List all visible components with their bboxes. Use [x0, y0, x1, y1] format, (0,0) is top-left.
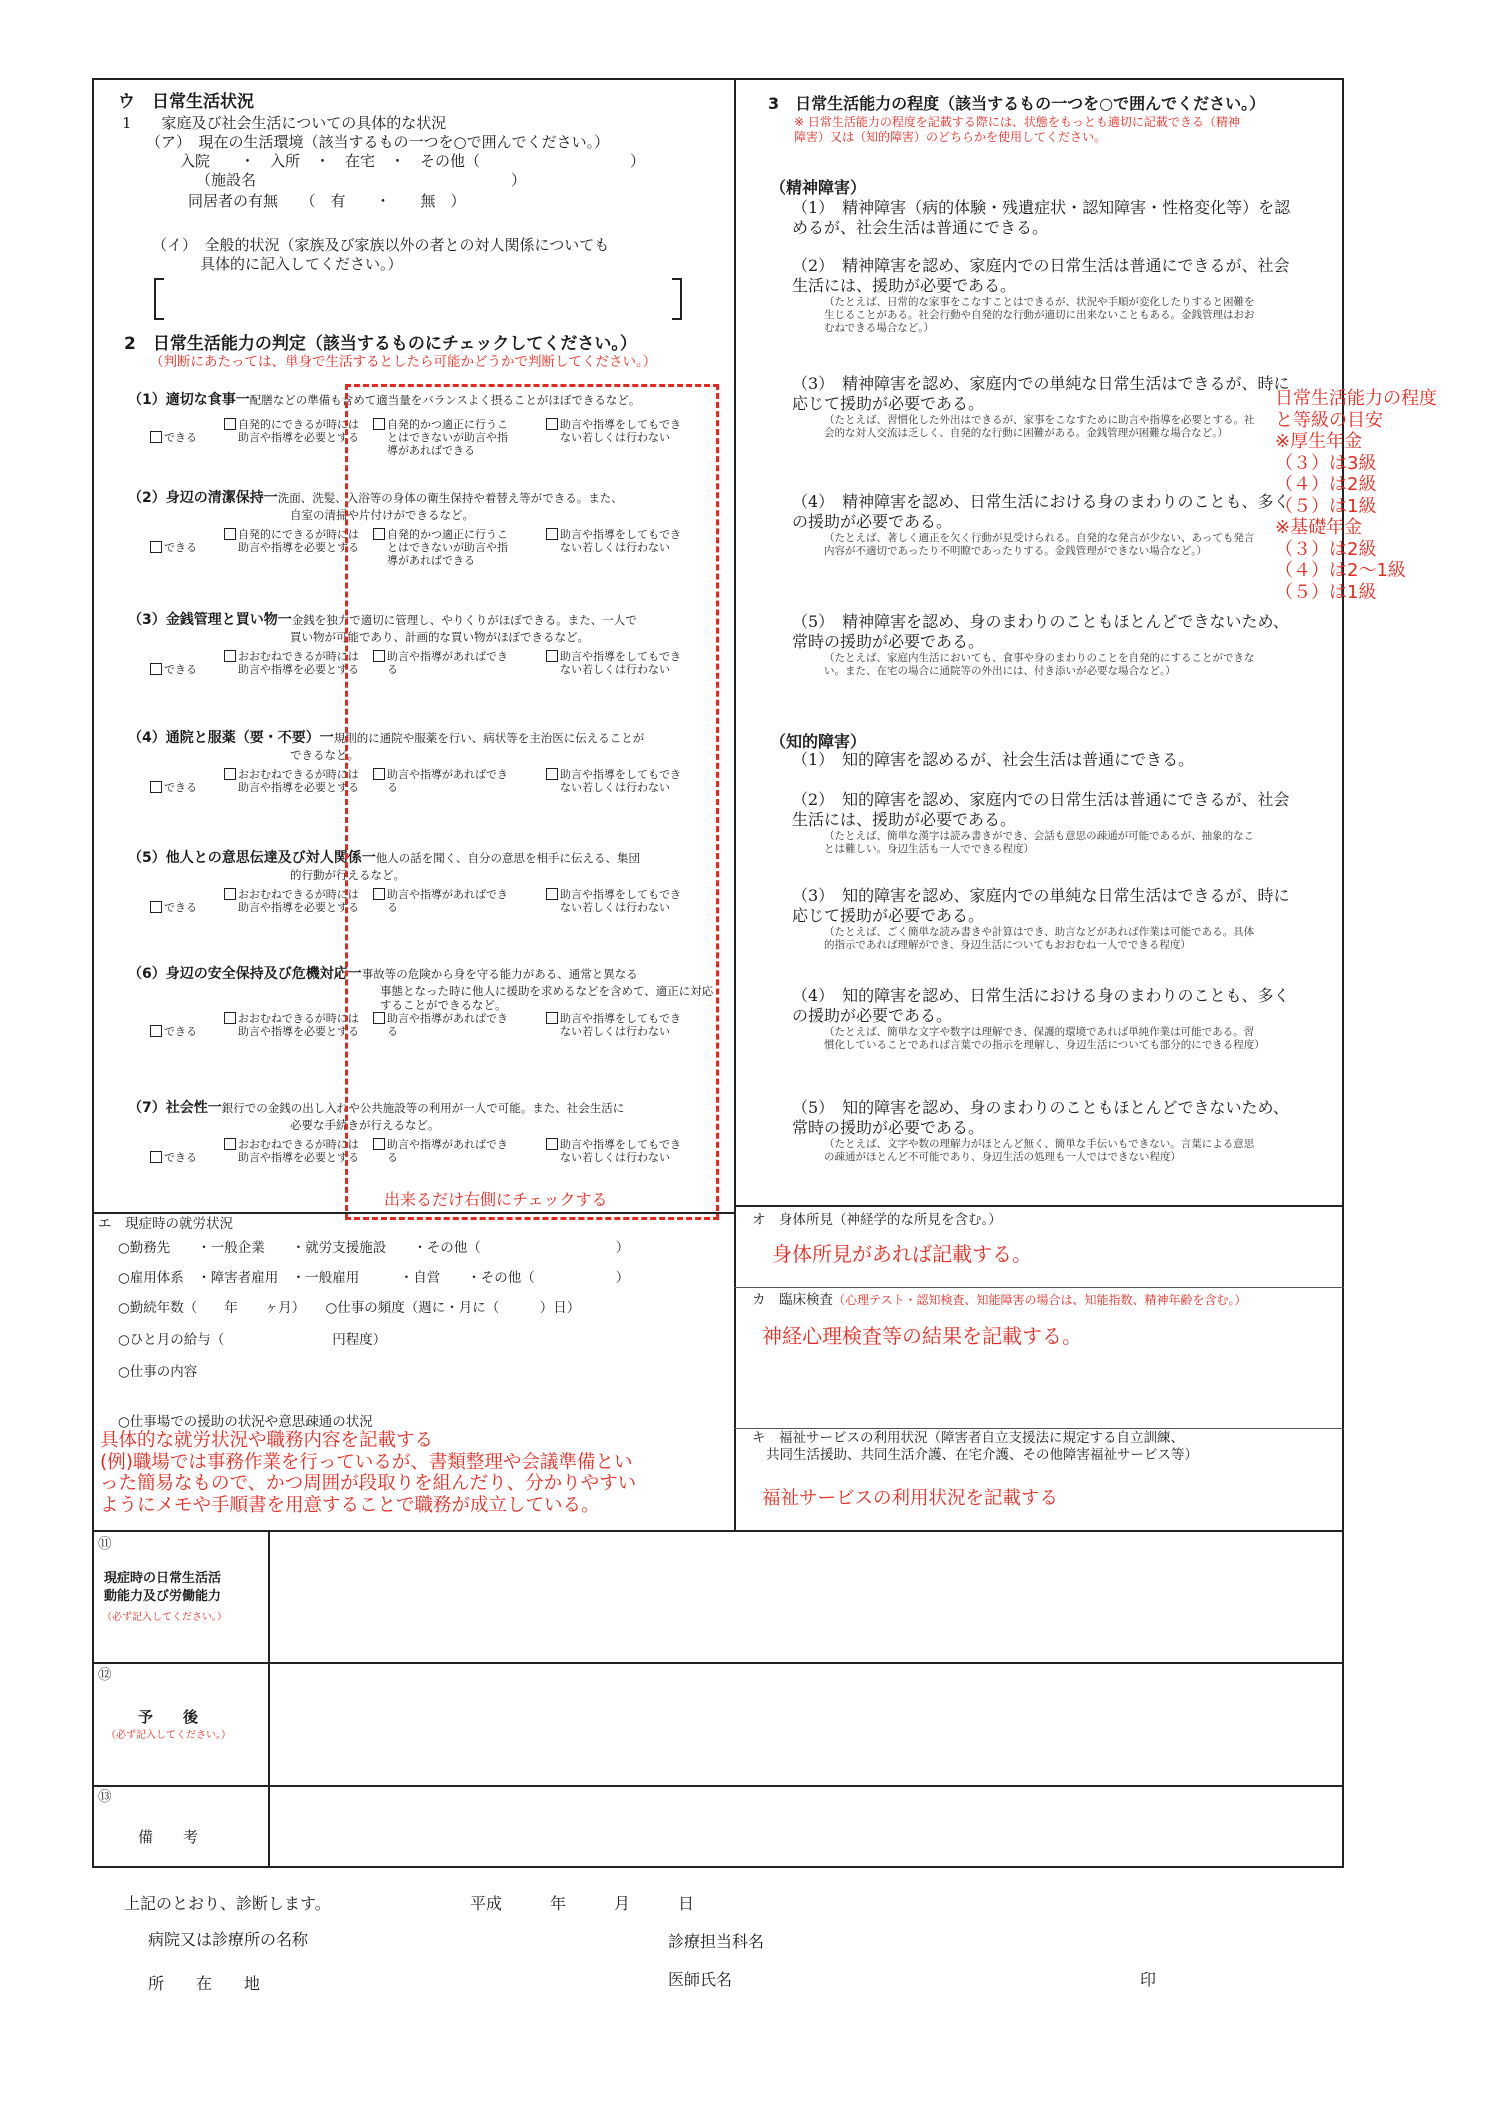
level-note: （たとえば、家庭内生活においても、食事や身のまわりのことを自発的にすることができない。また、在宅の場合に通院等の外出には、付き添いが必要な場合など。）	[824, 652, 1255, 677]
b13-number: ⑬	[98, 1789, 112, 1805]
ability-option-label: 自発的かつ適正に行うことはできないが助言や指導があればできる	[387, 528, 508, 567]
ability-option-label: おおむねできるが時には助言や指導を必要とする	[238, 1138, 359, 1164]
s1-b-question-2: 具体的に記入してください。）	[200, 255, 403, 273]
footer-hospital-name: 病院又は診療所の名称	[148, 1930, 309, 1949]
intel-level-4[interactable]	[792, 986, 1292, 1052]
ability-option-label: できる	[164, 541, 197, 554]
level-text: （3） 知的障害を認め、家庭内での単純な日常生活はできるが、時に応じて援助が必要である。	[792, 886, 1290, 925]
s1-a-facility: （施設名 ）	[196, 171, 527, 189]
clinical-test-note: 神経心理検査等の結果を記載する。	[762, 1324, 1082, 1348]
s1-b-question: （イ） 全般的状況（家族及び家族以外の者との対人関係についても	[152, 236, 610, 254]
ability-option-label: 自発的にできるが時には助言や指導を必要とする	[238, 418, 359, 444]
ability-option-1[interactable]	[150, 781, 220, 795]
side-note-line: と等級の目安	[1275, 409, 1383, 431]
level-text: （5） 知的障害を認め、身のまわりのこともほとんどできないため、常時の援助が必要である。	[792, 1098, 1289, 1137]
b11-label-2: 動能力及び労働能力	[104, 1589, 222, 1604]
ability-option-label: できる	[164, 1151, 197, 1164]
side-note-line: （３）は3級	[1275, 452, 1377, 474]
b12-number: ⑫	[98, 1667, 112, 1683]
b11-note: （必ず記入してください。）	[102, 1612, 227, 1623]
b11-input[interactable]	[272, 1534, 1338, 1658]
ability-item-desc: 金銭を独力で適切に管理し、やりくりがほぼできる。また、一人で	[291, 613, 637, 627]
mental-title: （精神障害）	[770, 178, 867, 197]
work-support[interactable]: ○仕事場での援助の状況や意思疎通の状況	[118, 1414, 373, 1430]
ability-item-desc: 他人の話を聞く、自分の意思を相手に伝える、集団	[375, 851, 641, 865]
ability-option-label: 助言や指導があればできる	[387, 1012, 508, 1038]
level-note: （たとえば、習慣化した外出はできるが、家事をこなすために助言や指導を必要とする。社会的な対人交流は乏しく、自発的な行動に困難がある。金銭管理が困難な場合など。）	[824, 414, 1255, 439]
ability-item-desc: 洗面、洗髪、入浴等の身体の衛生保持や着替え等ができる。また、	[277, 491, 623, 505]
side-note-line: （５）は1級	[1275, 581, 1377, 603]
ability-item-desc-2: 事態となった時に他人に援助を求めるなどを含めて、適正に対応することができるなど。	[380, 984, 714, 1012]
level-text: （1） 精神障害（病的体験・残遺症状・認知障害・性格変化等）を認めるが、社会生活は普通にできる。	[792, 198, 1291, 237]
b11-label-1: 現症時の日常生活活	[104, 1571, 222, 1586]
welfare-note: 福祉サービスの利用状況を記載する	[762, 1488, 1059, 1509]
work-employer[interactable]: ○勤務先 ・一般企業 ・就労支援施設 ・その他（ ）	[118, 1240, 630, 1256]
checkbox-icon[interactable]	[150, 431, 162, 443]
level-note: （たとえば、著しく適正を欠く行動が見受けられる。自発的な発言が少ない、あっても発言内容が不適切であったり不明瞭であったりする。金銭管理ができない場合など。）	[824, 532, 1255, 557]
ability-item-name: （3）金銭管理と買い物一	[128, 612, 292, 628]
work-red-note	[100, 1430, 636, 1516]
level-note: （たとえば、ごく簡単な読み書きや計算はでき、助言などがあれば作業は可能である。具体的指示であれば理解ができ、身辺生活についてもおおむね一人でできる程度）	[824, 926, 1255, 951]
work-red-line-4: ようにメモや手順書を用意することで職務が成立している。	[100, 1494, 600, 1516]
ability-option-label: できる	[164, 431, 197, 444]
ability-item-desc-2: 必要な手続きが行えるなど。	[290, 1118, 440, 1132]
ability-item-name: （4）通院と服薬（要・不要）一	[128, 730, 334, 746]
ability-option-1[interactable]	[150, 1151, 220, 1165]
checkbox-icon[interactable]	[224, 650, 236, 662]
b13-input[interactable]	[272, 1789, 1338, 1863]
red-dashed-highlight	[345, 384, 719, 1220]
b12-note: （必ず記入してください。）	[106, 1730, 231, 1741]
ability-option-1[interactable]	[150, 663, 220, 677]
s1-a-options[interactable]: 入院 ・ 入所 ・ 在宅 ・ その他（ ）	[180, 152, 646, 170]
ability-option-label: 自発的かつ適正に行うことはできないが助言や指導があればできる	[387, 418, 508, 457]
ability-option-label: できる	[164, 1025, 197, 1038]
ability-option-1[interactable]	[150, 901, 220, 915]
work-red-line-3: った簡易なもので、かつ周囲が段取りを組んだり、分かりやすい	[100, 1473, 637, 1494]
level-note: （たとえば、簡単な文字や数字は理解でき、保護的環境であれば単純作業は可能である。習慣化していることであれば言葉での指示を理解し、身辺生活についても部分的にできる程度）	[824, 1026, 1265, 1051]
s2-note: （判断にあたっては、単身で生活するとしたら可能かどうかで判断してください。）	[150, 354, 657, 370]
side-note-line: （４）は2級	[1275, 474, 1377, 495]
work-title: エ 現症時の就労状況	[98, 1216, 233, 1232]
side-note-line: （３）は2級	[1275, 538, 1377, 560]
checkbox-icon[interactable]	[150, 901, 162, 913]
ability-option-label: おおむねできるが時には助言や指導を必要とする	[238, 768, 359, 794]
ability-item-desc-2: 的行動が行えるなど。	[290, 868, 405, 882]
level-note: （たとえば、日常的な家事をこなすことはできるが、状況や手順が変化したりすると困難を生じることがある。社会行動や自発的な行動が適切に出来ないこともある。金銭管理はおおむねできる場合など。）	[824, 296, 1255, 334]
ability-option-label: できる	[164, 781, 197, 794]
ability-item-desc: 事故等の危険から身を守る能力がある、通常と異なる	[361, 967, 638, 981]
footer-seal: 印	[1140, 1970, 1157, 1989]
checkbox-icon[interactable]	[150, 1025, 162, 1037]
checkbox-icon[interactable]	[224, 418, 236, 430]
side-note-line: ※基礎年金	[1275, 517, 1363, 538]
checkbox-icon[interactable]	[150, 1151, 162, 1163]
footer-statement: 上記のとおり、診断します。	[124, 1894, 331, 1913]
mental-level-2[interactable]	[792, 256, 1292, 335]
ability-item-desc-2: 買い物が可能であり、計画的な買い物がほぼできるなど。	[290, 630, 589, 644]
ability-option-1[interactable]	[150, 1025, 220, 1039]
checkbox-icon[interactable]	[224, 1012, 236, 1024]
ability-option-label: 助言や指導をしてもできない若しくは行わない	[560, 1138, 681, 1164]
level-text: （4） 精神障害を認め、日常生活における身のまわりのことも、多くの援助が必要である。	[792, 492, 1290, 531]
checkbox-icon[interactable]	[224, 1138, 236, 1150]
b11-number: ⑪	[98, 1536, 112, 1552]
ability-option-label: 助言や指導をしてもできない若しくは行わない	[560, 888, 681, 914]
ability-option-label: 助言や指導をしてもできない若しくは行わない	[560, 418, 681, 444]
footer-department: 診療担当科名	[668, 1932, 765, 1951]
footer-doctor-name: 医師氏名	[668, 1970, 733, 1989]
ability-item-desc-2: できるなど。	[290, 748, 359, 762]
ability-item-name: （5）他人との意思伝達及び対人関係一	[128, 850, 376, 866]
bracket-left	[154, 278, 164, 320]
clinical-test-red: （心理テスト・認知検査、知能障害の場合は、知能指数、精神年齢を含む。）	[833, 1293, 1247, 1307]
ability-item-desc-2: 自室の清掃や片付けができるなど。	[290, 508, 474, 522]
s1-a-cohabitant[interactable]: 同居者の有無 （ 有 ・ 無 ）	[188, 192, 466, 210]
s2-title: 2 日常生活能力の判定（該当するものにチェックしてください。）	[124, 334, 637, 354]
ability-option-label: 助言や指導をしてもできない若しくは行わない	[560, 1012, 681, 1038]
mental-level-1[interactable]	[792, 198, 1292, 238]
red-note-check-right: 出来るだけ右側にチェックする	[384, 1190, 608, 1209]
level-text: （2） 精神障害を認め、家庭内での日常生活は普通にできるが、社会生活には、援助が必要である。	[792, 256, 1290, 295]
level-text: （4） 知的障害を認め、日常生活における身のまわりのことも、多くの援助が必要である。	[792, 986, 1290, 1025]
checkbox-icon[interactable]	[224, 528, 236, 540]
work-tenure[interactable]: ○勤続年数（ 年 ヶ月） ○仕事の頻度（週に・月に（ ）日）	[118, 1300, 581, 1316]
level-text: （5） 精神障害を認め、身のまわりのこともほとんどできないため、常時の援助が必要である。	[792, 612, 1289, 651]
s3-note: ※ 日常生活能力の程度を記載する際には、状態をもっとも適切に記載できる（精神障害）又は（知的障害）のどちらかを使用してください。	[794, 115, 1240, 144]
level-note: （たとえば、文字や数の理解力がほとんど無く、簡単な手伝いもできない。言葉による意思の疎通がほとんど不可能であり、身辺生活の処理も一人ではできない程度）	[824, 1138, 1255, 1163]
intel-level-3[interactable]	[792, 886, 1292, 952]
work-content[interactable]: ○仕事の内容	[118, 1364, 198, 1380]
bracket-right	[672, 278, 682, 320]
work-salary[interactable]: ○ひと月の給与（ 円程度）	[118, 1332, 387, 1348]
ability-option-label: できる	[164, 663, 197, 676]
ability-item-name: （1）適切な食事一	[128, 392, 250, 408]
section-title-daily-life: ウ 日常生活状況	[118, 92, 254, 112]
ability-item-name: （6）身辺の安全保持及び危機対応一	[128, 966, 362, 982]
ability-option-label: 自発的にできるが時には助言や指導を必要とする	[238, 528, 359, 554]
ability-option-label: おおむねできるが時には助言や指導を必要とする	[238, 888, 359, 914]
ability-option-label: 助言や指導をしてもできない若しくは行わない	[560, 528, 681, 554]
checkbox-icon[interactable]	[150, 781, 162, 793]
ability-option-label: 助言や指導があればできる	[387, 1138, 508, 1164]
intel-title: （知的障害）	[770, 732, 867, 751]
ability-option-label: 助言や指導があればできる	[387, 888, 508, 914]
footer-date[interactable]: 平成 年 月 日	[470, 1894, 695, 1913]
mental-level-3[interactable]	[792, 374, 1292, 440]
checkbox-icon[interactable]	[150, 541, 162, 553]
b13-label: 備 考	[138, 1828, 199, 1846]
level-text: （1） 知的障害を認めるが、社会生活は普通にできる。	[792, 750, 1195, 769]
work-employment-type[interactable]: ○雇用体系 ・障害者雇用 ・一般雇用 ・自営 ・その他（ ）	[118, 1270, 630, 1286]
ability-item-desc: 銀行での金銭の出し入れや公共施設等の利用が一人で可能。また、社会生活に	[221, 1101, 625, 1115]
side-note-line: 日常生活能力の程度	[1275, 388, 1437, 409]
side-note-line: ※厚生年金	[1275, 431, 1363, 452]
ability-option-label: 助言や指導をしてもできない若しくは行わない	[560, 650, 681, 676]
ability-option-label: おおむねできるが時には助言や指導を必要とする	[238, 1012, 359, 1038]
s1-title: 1 家庭及び社会生活についての具体的な状況	[122, 114, 447, 132]
ability-item-name: （7）社会性一	[128, 1100, 222, 1116]
checkbox-icon[interactable]	[224, 768, 236, 780]
b11-label	[104, 1570, 221, 1606]
level-text: （3） 精神障害を認め、家庭内での単純な日常生活はできるが、時に応じて援助が必要である。	[792, 374, 1290, 413]
ability-option-1[interactable]	[150, 431, 220, 445]
intel-level-2[interactable]	[792, 790, 1292, 856]
ability-item-desc: 配膳などの準備も含めて適当量をバランスよく摂ることがほぼできるなど。	[249, 393, 641, 407]
b12-label: 予 後	[138, 1708, 199, 1726]
ability-option-label: 助言や指導をしてもできない若しくは行わない	[560, 768, 681, 794]
s1-a-question: （ア） 現在の生活環境（該当するもの一つを○で囲んでください。）	[146, 133, 610, 151]
s3-title: 3 日常生活能力の程度（該当するもの一つを○で囲んでください。）	[768, 94, 1266, 113]
ability-option-label: おおむねできるが時には助言や指導を必要とする	[238, 650, 359, 676]
side-note-line: （４）は2〜1級	[1275, 560, 1406, 581]
checkbox-icon[interactable]	[224, 888, 236, 900]
ability-option-1[interactable]	[150, 541, 220, 555]
side-note-line: （５）は1級	[1275, 495, 1377, 517]
clinical-test-title	[752, 1292, 1247, 1308]
intel-level-5[interactable]	[792, 1098, 1292, 1164]
intel-level-1[interactable]	[792, 750, 1292, 770]
footer-address: 所 在 地	[148, 1974, 261, 1993]
level-note: （たとえば、簡単な漢字は読み書きができ、会話も意思の疎通が可能であるが、抽象的なことは難しい。身辺生活も一人でできる程度）	[824, 830, 1255, 855]
ability-item-desc: 規則的に通院や服薬を行い、病状等を主治医に伝えることが	[333, 731, 645, 745]
welfare-title-2: 共同生活援助、共同生活介護、在宅介護、その他障害福祉サービス等）	[766, 1447, 1198, 1463]
ability-option-label: 助言や指導があればできる	[387, 768, 508, 794]
work-red-line-1: 具体的な就労状況や職務内容を記載する	[100, 1430, 434, 1451]
physical-findings-title: オ 身体所見（神経学的な所見を含む。）	[752, 1212, 1002, 1228]
b12-input[interactable]	[272, 1666, 1338, 1782]
level-text: （2） 知的障害を認め、家庭内での日常生活は普通にできるが、社会生活には、援助が必要である。	[792, 790, 1290, 829]
mental-level-4[interactable]	[792, 492, 1292, 558]
checkbox-icon[interactable]	[150, 663, 162, 675]
ability-option-label: できる	[164, 901, 197, 914]
side-note-grade-guide	[1275, 388, 1437, 603]
ability-item-name: （2）身辺の清潔保持一	[128, 490, 278, 506]
physical-findings-note: 身体所見があれば記載する。	[772, 1242, 1032, 1266]
work-red-line-2: (例)職場では事務作業を行っているが、書類整理や会議準備とい	[100, 1451, 633, 1473]
mental-level-5[interactable]	[792, 612, 1292, 678]
welfare-title: キ 福祉サービスの利用状況（障害者自立支援法に規定する自立訓練、	[752, 1430, 1184, 1446]
clinical-test-label: カ 臨床検査	[752, 1292, 833, 1308]
ability-option-label: 助言や指導があればできる	[387, 650, 508, 676]
